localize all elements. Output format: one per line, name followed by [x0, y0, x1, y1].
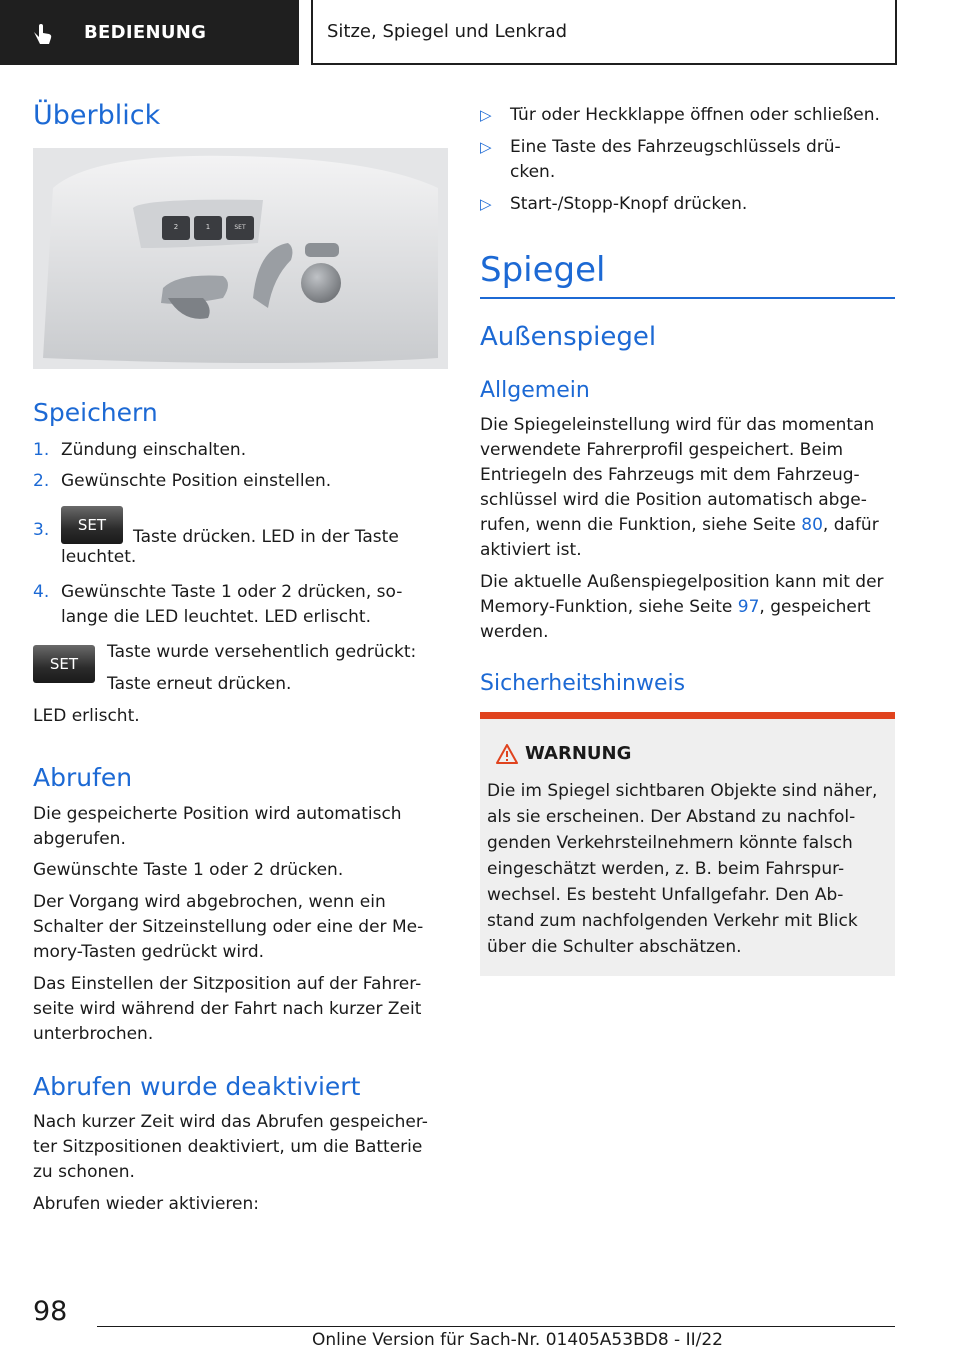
bullet-triangle-icon: ▷ [480, 138, 492, 156]
text-span: rufen, wenn die Funktion, siehe Seite [480, 515, 802, 535]
paragraph-line: Entriegeln des Fahrzeugs mit dem Fahrzeug- [480, 465, 860, 485]
paragraph-line: unterbrochen. [33, 1024, 154, 1044]
step-number: 2. [33, 471, 50, 491]
warning-line: über die Schulter abschätzen. [487, 937, 742, 957]
step-text: Gewünschte Taste 1 oder 2 drücken, so- [61, 582, 403, 602]
section-label: BEDIENUNG [84, 22, 207, 43]
page-link-80[interactable]: 80 [801, 515, 823, 535]
bullet-text: Tür oder Heckklappe öffnen oder schließen. [510, 105, 880, 125]
warning-line: stand zum nachfolgenden Verkehr mit Blick [487, 911, 858, 931]
allgemein-title: Allgemein [480, 378, 590, 403]
deaktiviert-title: Abrufen wurde deaktiviert [33, 1072, 361, 1101]
warning-line: wechsel. Es besteht Unfallgefahr. Den Ab- [487, 885, 844, 905]
text-span: , dafür [822, 515, 879, 535]
paragraph-line: Der Vorgang wird abgebrochen, wenn ein [33, 892, 386, 912]
list-item [33, 580, 448, 605]
paragraph-line: Nach kurzer Zeit wird das Abrufen gespeicher- [33, 1112, 428, 1132]
bullet-text: Eine Taste des Fahrzeugschlüssels drü- [510, 137, 841, 157]
step-text-continuation: lange die LED leuchtet. LED erlischt. [61, 607, 371, 627]
chapter-tab [311, 0, 897, 65]
page-link-97[interactable]: 97 [737, 597, 760, 617]
footer-rule [97, 1326, 895, 1327]
warning-title: WARNUNG [525, 743, 632, 764]
photo-button-set-label: SET [234, 224, 246, 231]
warning-line: als sie erscheinen. Der Abstand zu nachfol- [487, 807, 856, 827]
bullet-triangle-icon: ▷ [480, 106, 492, 124]
list-item [480, 135, 841, 160]
list-item [480, 192, 747, 217]
abrufen-title: Abrufen [33, 763, 133, 792]
list-item [33, 469, 448, 494]
seat-controls-illustration [33, 148, 448, 369]
set-button-icon: SET [61, 506, 123, 544]
note-text: Taste wurde versehentlich gedrückt: [107, 642, 417, 662]
paragraph-line: Die aktuelle Außenspiegelposition kann mit der [480, 572, 884, 592]
spiegel-title: Spiegel [480, 250, 606, 290]
warning-triangle-icon [496, 744, 518, 764]
warning-line: eingeschätzt werden, z. B. beim Fahrspur- [487, 859, 845, 879]
paragraph-line: Die gespeicherte Position wird automatisch [33, 804, 402, 824]
aussenspiegel-title: Außenspiegel [480, 322, 657, 352]
seat-controls-photo [33, 148, 448, 369]
paragraph-line: Die Spiegeleinstellung wird für das momentan [480, 415, 875, 435]
paragraph-line: schlüssel wird die Position automatisch abge- [480, 490, 867, 510]
paragraph-line [480, 513, 879, 538]
paragraph-line: zu schonen. [33, 1162, 135, 1182]
step-text-continuation: leuchtet. [61, 547, 137, 567]
speichern-title: Speichern [33, 398, 158, 427]
paragraph-line: abgerufen. [33, 829, 126, 849]
paragraph-line: Gewünschte Taste 1 oder 2 drücken. [33, 860, 344, 880]
step-text: Gewünschte Position einstellen. [61, 471, 332, 491]
list-item [33, 506, 448, 547]
hand-pointer-icon [30, 20, 56, 46]
paragraph-line: ter Sitzpositionen deaktiviert, um die Batterie [33, 1137, 423, 1157]
step-number: 4. [33, 582, 50, 602]
paragraph-line: verwendete Fahrerprofil gespeichert. Beim [480, 440, 844, 460]
paragraph-line: mory-Tasten gedrückt wird. [33, 942, 265, 962]
overview-title: Überblick [33, 100, 161, 131]
bullet-text: Start-/Stopp-Knopf drücken. [510, 194, 748, 214]
title-underline [480, 297, 895, 299]
text-span: Memory-Funktion, siehe Seite [480, 597, 738, 617]
list-item [33, 438, 448, 463]
warning-line: Die im Spiegel sichtbaren Objekte sind näher, [487, 781, 878, 801]
step-text: Zündung einschalten. [61, 440, 247, 460]
set-button-icon: SET [33, 645, 95, 683]
online-version-note: Online Version für Sach-Nr. 01405A53BD8 - II/22 [312, 1330, 723, 1350]
section-tab [0, 0, 299, 65]
page-number: 98 [33, 1296, 68, 1327]
paragraph-line: aktiviert ist. [480, 540, 582, 560]
list-item [480, 103, 880, 128]
note-text: LED erlischt. [33, 706, 140, 726]
sicherheitshinweis-title: Sicherheitshinweis [480, 671, 686, 696]
warning-box [480, 712, 895, 976]
paragraph-line: Das Einstellen der Sitzposition auf der Fahrer- [33, 974, 422, 994]
paragraph-line: seite wird während der Fahrt nach kurzer Zeit [33, 999, 422, 1019]
paragraph-line: werden. [480, 622, 549, 642]
note-text: Taste erneut drücken. [107, 674, 292, 694]
warning-line: genden Verkehrsteilnehmern könnte falsch [487, 833, 853, 853]
step-text: Taste drücken. LED in der Taste [133, 527, 399, 547]
step-number: 3. [33, 520, 50, 540]
paragraph-line: Abrufen wieder aktivieren: [33, 1194, 260, 1214]
chapter-label: Sitze, Spiegel und Lenkrad [327, 21, 568, 42]
paragraph-line [480, 595, 871, 620]
paragraph-line: Schalter der Sitzeinstellung oder eine der Me- [33, 917, 424, 937]
bullet-text-continuation: cken. [510, 162, 556, 182]
step-number: 1. [33, 440, 50, 460]
bullet-triangle-icon: ▷ [480, 195, 492, 213]
photo-button-2-label: 2 [173, 223, 179, 231]
text-span: , gespeichert [759, 597, 871, 617]
photo-button-1-label: 1 [205, 223, 211, 231]
